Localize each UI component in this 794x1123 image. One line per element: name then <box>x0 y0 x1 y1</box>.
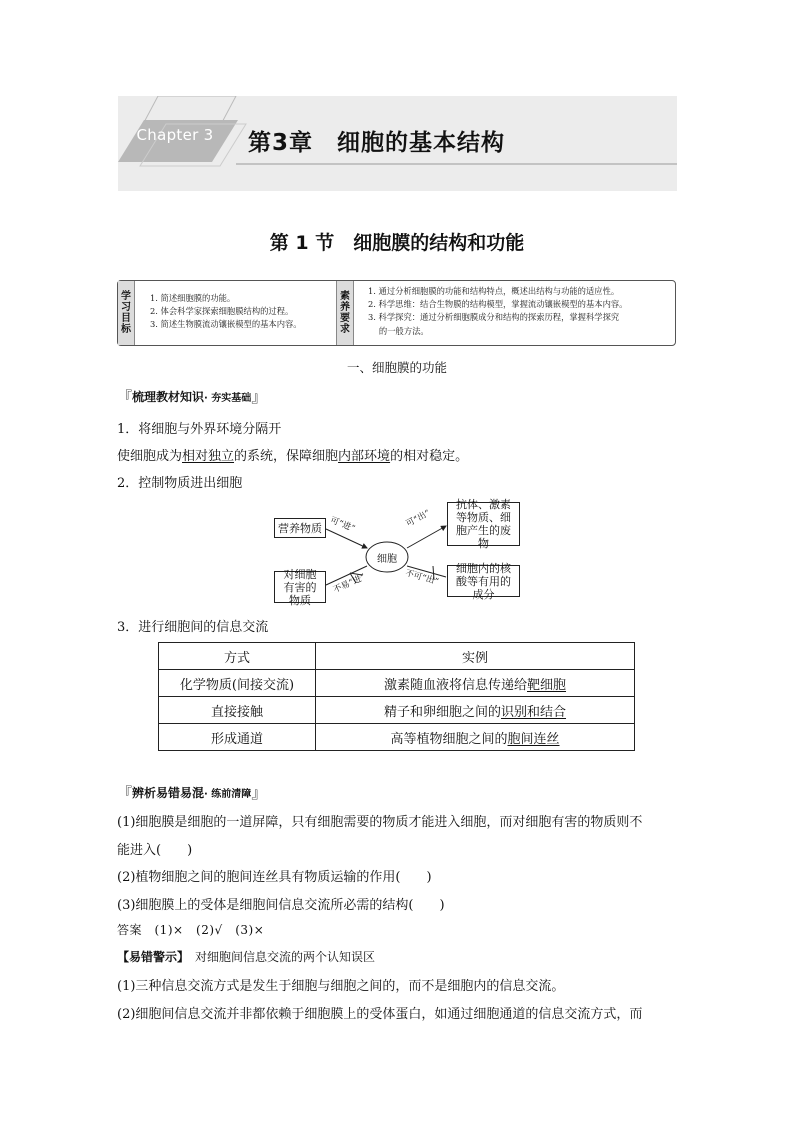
table-row <box>159 670 635 697</box>
cell-node: 细胞 <box>377 554 397 565</box>
mode-cell: 化学物质(间接交流) <box>159 670 316 697</box>
requirement-item: 2. 科学思维：结合生物膜的结构模型，掌握流动镶嵌模型的基本内容。 <box>368 299 628 310</box>
warning-point-1: (1)三种信息交流方式是发生于细胞与细胞之间的，而不是细胞内的信息交流。 <box>117 979 565 994</box>
mode-cell: 直接接触 <box>159 697 316 724</box>
example-cell: 高等植物细胞之间的胞间连丝 <box>316 724 635 751</box>
question-3: (3)细胞膜上的受体是细胞间信息交流所必需的结构( ) <box>117 898 445 913</box>
chapter-title: 第3章 细胞的基本结构 <box>248 130 506 156</box>
goal-item: 2. 体会科学家探索细胞膜结构的过程。 <box>150 306 294 317</box>
point-1-title: 1．将细胞与外界环境分隔开 <box>117 422 282 437</box>
question-1-line-2: 能进入( ) <box>117 843 193 858</box>
errors-heading: 『辨析易错易混· 练前清障』 <box>117 784 267 802</box>
secreted-products-box: 抗体、激素等物质、细胞产生的废物 <box>447 502 520 546</box>
goal-item: 1. 简述细胞膜的功能。 <box>150 293 236 303</box>
table-header-row <box>159 643 635 670</box>
requirements-list <box>368 285 627 338</box>
learning-goals-box <box>117 280 676 346</box>
warning-line: 【易错警示】 对细胞间信息交流的两个认知误区 <box>117 950 376 964</box>
point-1-text: 使细胞成为相对独立的系统，保障细胞内部环境的相对稳定。 <box>117 449 469 464</box>
textbook-heading: 『梳理教材知识· 夯实基础』 <box>117 388 267 406</box>
example-cell: 激素随血液将信息传递给靶细胞 <box>316 670 635 697</box>
header-mode: 方式 <box>159 643 316 670</box>
requirement-item: 3. 科学探究：通过分析细胞膜成分和结构的探索历程，掌握科学探究 <box>368 312 620 323</box>
point-2-title: 2．控制物质进出细胞 <box>117 476 243 491</box>
part-title: 一、细胞膜的功能 <box>346 360 447 375</box>
header-example: 实例 <box>316 643 635 670</box>
can-exit-label: 可“出” <box>404 508 433 530</box>
requirement-item: 1. 通过分析细胞膜的功能和结构特点，概述出结构与功能的适应性。 <box>368 286 620 296</box>
signal-exchange-table <box>158 642 635 751</box>
nutrients-box: 营养物质 <box>274 518 326 538</box>
harmful-substances-box: 对细胞有害的物质 <box>274 571 326 603</box>
section-title: 第 1 节 细胞膜的结构和功能 <box>269 232 525 254</box>
cannot-exit-label: 不可“出” <box>404 568 440 588</box>
useful-components-box: 细胞内的核酸等有用的成分 <box>447 565 520 597</box>
requirement-item: 的一般方法。 <box>368 325 429 336</box>
goal-item: 3. 简述生物膜流动镶嵌模型的基本内容。 <box>150 319 302 330</box>
hard-to-enter-label: 不易“进” <box>331 572 368 596</box>
point-3-title: 3．进行细胞间的信息交流 <box>117 620 269 635</box>
can-enter-label: 可“进” <box>328 515 357 535</box>
requirements-label: 素 养 要 求 <box>336 281 354 345</box>
question-1-line-1: (1)细胞膜是细胞的一道屏障，只有细胞需要的物质才能进入细胞，而对细胞有害的物质则不 <box>117 815 643 830</box>
example-cell: 精子和卵细胞之间的识别和结合 <box>316 697 635 724</box>
answer-line: 答案 (1)× (2)√ (3)× <box>117 923 265 937</box>
table-row <box>159 697 635 724</box>
warning-point-2: (2)细胞间信息交流并非都依赖于细胞膜上的受体蛋白，如通过细胞通道的信息交流方式，而 <box>117 1007 643 1022</box>
goals-list <box>150 292 302 332</box>
mode-cell: 形成通道 <box>159 724 316 751</box>
goals-label: 学 习 目 标 <box>118 281 135 345</box>
chapter-tag: Chapter 3 <box>136 126 214 144</box>
table-row <box>159 724 635 751</box>
question-2: (2)植物细胞之间的胞间连丝具有物质运输的作用( ) <box>117 870 432 885</box>
